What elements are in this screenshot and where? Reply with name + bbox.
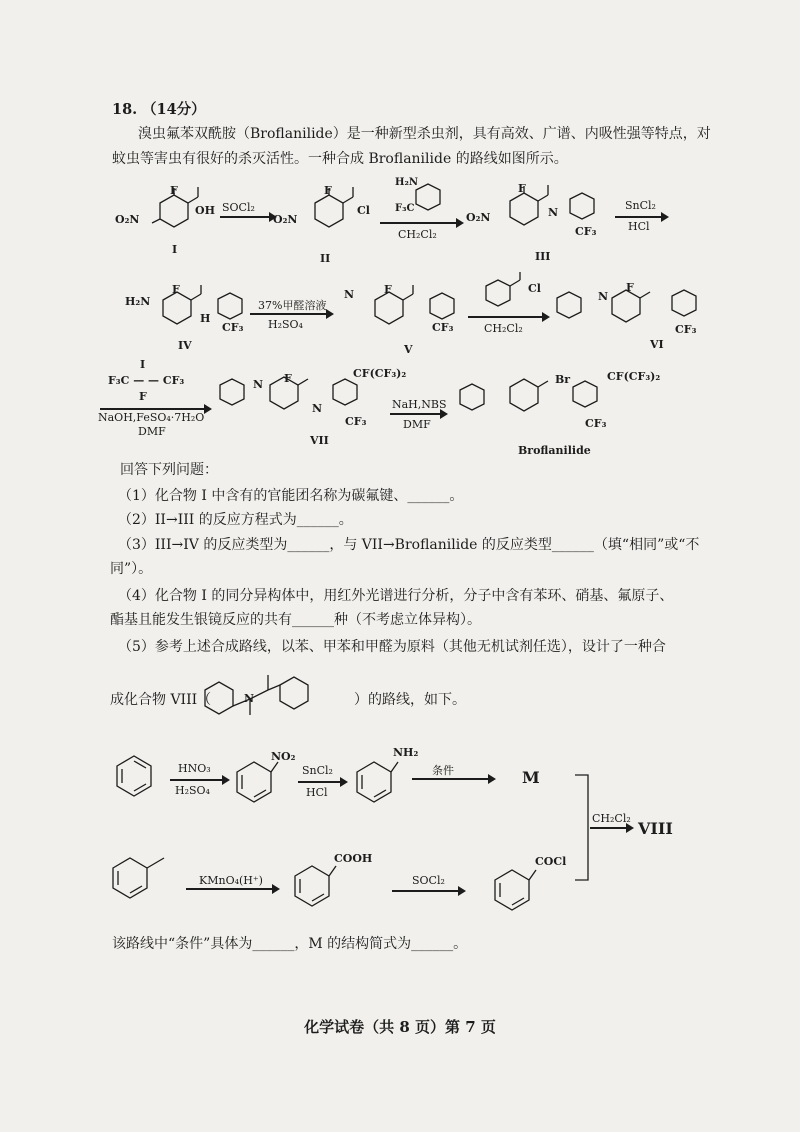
o2n-label-i: O₂N bbox=[115, 213, 140, 226]
question-score: （14分） bbox=[142, 101, 206, 118]
benzoyl-chloride-structure bbox=[490, 862, 550, 922]
reagent-dmf-2: DMF bbox=[403, 418, 431, 431]
question-3-line-2: 同”）。 bbox=[110, 561, 153, 577]
compound-label-broflanilide: Broflanilide bbox=[518, 444, 591, 457]
arrow-iii-iv bbox=[615, 216, 667, 218]
page-footer: 化学试卷（共 8 页）第 7 页 bbox=[304, 1018, 496, 1036]
question-number: 18. bbox=[112, 101, 138, 118]
f-label-iii: F bbox=[518, 182, 526, 195]
benzoic-acid-structure bbox=[290, 858, 350, 918]
intro-line-2: 蚊虫等害虫有很好的杀灭活性。一种合成 Broflanilide 的路线如图所示。 bbox=[112, 151, 568, 167]
reagent-condition: 条件 bbox=[432, 764, 454, 777]
reagent-ch2cl2-2: CH₂Cl₂ bbox=[484, 322, 523, 335]
cooh-label: COOH bbox=[334, 852, 373, 865]
f-label-ii: F bbox=[324, 184, 332, 197]
reagent-cl-label: Cl bbox=[528, 282, 541, 295]
o2n-label-ii: O₂N bbox=[273, 213, 298, 226]
cfcf3-label-vii: CF(CF₃)₂ bbox=[353, 367, 407, 380]
f-label-vi: F bbox=[626, 281, 634, 294]
reagent-formaldehyde: 37%甲醛溶液 bbox=[258, 299, 327, 312]
compound-v-structure bbox=[360, 285, 470, 340]
n-label-vi: N bbox=[598, 290, 609, 303]
compound-label-vi: VI bbox=[650, 338, 664, 351]
question-5-line-1: （5）参考上述合成路线，以苯、甲苯和甲醛为原料（其他无机试剂任选），设计了一种合 bbox=[118, 639, 666, 655]
n-label-viii: N bbox=[244, 692, 255, 705]
f-label-iv: F bbox=[172, 283, 180, 296]
arrow-i-ii bbox=[220, 216, 275, 218]
arrow-nitration bbox=[170, 779, 228, 781]
h2n-label-iv: H₂N bbox=[125, 295, 151, 308]
oh-label-i: OH bbox=[195, 204, 215, 217]
compound-label-iii: III bbox=[535, 250, 551, 263]
f-label-vii: F bbox=[284, 372, 292, 385]
toluene-structure bbox=[108, 850, 183, 910]
cf3-label-brof: CF₃ bbox=[585, 417, 607, 430]
f-label-i: F bbox=[170, 184, 178, 197]
br-label: Br bbox=[555, 373, 571, 386]
arrow-vi-vii bbox=[100, 408, 210, 410]
nitrobenzene-structure bbox=[232, 756, 287, 812]
n-label-vii: N bbox=[253, 378, 264, 391]
benzene-structure bbox=[112, 752, 162, 808]
reagent-sncl2-1: SnCl₂ bbox=[625, 199, 656, 212]
n-label-iii: N bbox=[548, 206, 559, 219]
reagent-h2so4-2: H₂SO₄ bbox=[175, 784, 210, 797]
question-4-line-1: （4）化合物 I 的同分异构体中，用红外光谱进行分析，分子中含有苯环、硝基、氟原子、 bbox=[118, 588, 674, 604]
final-question: 该路线中“条件”具体为______，M 的结构简式为______。 bbox=[112, 936, 468, 952]
intro-line-1: 溴虫氟苯双酰胺（Broflanilide）是一种新型杀虫剂，具有高效、广谱、内吸性强等特点，对 bbox=[138, 126, 711, 142]
cl-label-ii: Cl bbox=[357, 204, 370, 217]
arrow-reduction bbox=[298, 781, 346, 783]
reagent-perfluoro: F₃C — — CF₃ bbox=[108, 374, 185, 387]
n-label-v: N bbox=[344, 288, 355, 301]
f-label-v: F bbox=[384, 283, 392, 296]
reagent-ch2cl2-1: CH₂Cl₂ bbox=[398, 228, 437, 241]
reagent-h2n: H₂N bbox=[395, 177, 418, 188]
compound-viii-structure bbox=[200, 665, 350, 735]
cf3-label-iii: CF₃ bbox=[575, 225, 597, 238]
cocl-label: COCl bbox=[535, 855, 567, 868]
product-m: M bbox=[522, 768, 540, 787]
compound-label-ii: II bbox=[320, 252, 331, 265]
reagent-naoh-feso4: NaOH,FeSO₄·7H₂O bbox=[98, 411, 205, 424]
arrow-to-viii bbox=[590, 827, 632, 829]
product-viii: VIII bbox=[638, 819, 673, 838]
reagent-socl2: SOCl₂ bbox=[222, 201, 255, 214]
arrow-vii-broflanilide bbox=[390, 413, 446, 415]
reagent-socl2-2: SOCl₂ bbox=[412, 874, 445, 887]
cf3-label-vi: CF₃ bbox=[675, 323, 697, 336]
combine-bracket bbox=[570, 770, 600, 890]
reagent-sncl2-2: SnCl₂ bbox=[302, 764, 333, 777]
question-5-line-2a: 成化合物 VIII（ bbox=[110, 692, 212, 708]
o2n-label-iii: O₂N bbox=[466, 211, 491, 224]
reagent-h2so4-1: H₂SO₄ bbox=[268, 318, 303, 331]
question-2: （2）II→III 的反应方程式为______。 bbox=[118, 512, 353, 528]
no2-label: NO₂ bbox=[271, 750, 296, 763]
question-1: （1）化合物 I 中含有的官能团名称为碳氟键、______。 bbox=[118, 488, 464, 504]
h-label-iv: H bbox=[200, 312, 211, 325]
arrow-ii-iii bbox=[380, 222, 462, 224]
arrow-v-vi bbox=[468, 316, 548, 318]
answer-prompt: 回答下列问题： bbox=[120, 462, 218, 478]
reagent-ch2cl2-3: CH₂Cl₂ bbox=[592, 812, 631, 825]
cf3-label-vii: CF₃ bbox=[345, 415, 367, 428]
reagent-hcl-1: HCl bbox=[628, 220, 650, 233]
arrow-condition bbox=[412, 778, 494, 780]
aniline-structure bbox=[352, 756, 407, 812]
cf3-label-iv: CF₃ bbox=[222, 321, 244, 334]
compound-label-iv: IV bbox=[178, 339, 192, 352]
reagent-f-label: F bbox=[139, 390, 147, 403]
compound-label-i: I bbox=[172, 243, 178, 256]
nh2-label: NH₂ bbox=[393, 746, 419, 759]
reagent-kmno4: KMnO₄(H⁺) bbox=[199, 874, 263, 887]
cfcf3-label-brof: CF(CF₃)₂ bbox=[607, 370, 661, 383]
question-4-line-2: 酯基且能发生银镜反应的共有______种（不考虑立体异构）。 bbox=[110, 612, 481, 628]
cf3-label-v: CF₃ bbox=[432, 321, 454, 334]
reagent-hno3: HNO₃ bbox=[178, 762, 211, 775]
question-5-line-2b: ）的路线，如下。 bbox=[354, 692, 466, 708]
arrow-chlorination bbox=[392, 890, 464, 892]
reagent-f3c: F₃C bbox=[395, 203, 415, 214]
compound-label-vii: VII bbox=[310, 434, 329, 447]
reagent-i-label: I bbox=[140, 358, 146, 371]
reagent-dmf-1: DMF bbox=[138, 425, 166, 438]
question-3-line-1: （3）III→IV 的反应类型为______，与 VII→Broflanilide 的反应类型______（填“相同”或“不 bbox=[118, 537, 700, 553]
arrow-iv-v bbox=[250, 313, 332, 315]
compound-label-v: V bbox=[404, 343, 413, 356]
arrow-oxidation bbox=[186, 888, 278, 890]
reagent-hcl-2: HCl bbox=[306, 786, 328, 799]
n-h-label-vii: N bbox=[312, 402, 323, 415]
reagent-nah-nbs: NaH,NBS bbox=[392, 398, 447, 411]
